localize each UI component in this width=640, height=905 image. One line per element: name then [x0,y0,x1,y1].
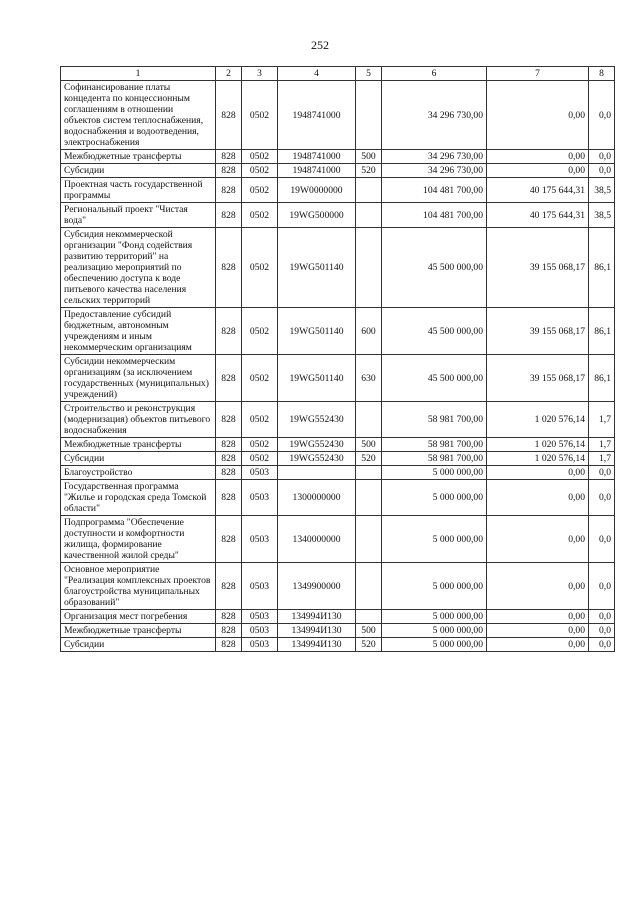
section-code-cell: 0502 [242,150,278,164]
section-code-cell: 0503 [242,480,278,516]
target-article-cell [278,466,356,480]
planned-amount-cell: 34 296 730,00 [382,150,487,164]
target-article-cell: 1948741000 [278,150,356,164]
expense-type-cell: 600 [356,308,382,355]
expense-type-cell: 500 [356,624,382,638]
execution-percent-cell: 1,7 [589,452,615,466]
expense-name-cell: Межбюджетные трансферты [61,150,216,164]
grbs-code-cell: 828 [216,452,242,466]
table-row [61,355,615,402]
expense-type-cell [356,563,382,610]
table-row [61,610,615,624]
target-article-cell: 19WG552430 [278,402,356,438]
grbs-code-cell: 828 [216,638,242,652]
expense-name-cell: Предоставление субсидий бюджетным, автономным учреждениям и иным некоммерческим организациям [61,308,216,355]
grbs-code-cell: 828 [216,164,242,178]
table-row [61,178,615,203]
column-header: 5 [356,67,382,81]
grbs-code-cell: 828 [216,228,242,308]
target-article-cell: 19W0000000 [278,178,356,203]
table-row [61,638,615,652]
grbs-code-cell: 828 [216,402,242,438]
table-row [61,150,615,164]
section-code-cell: 0502 [242,355,278,402]
execution-percent-cell: 0,0 [589,480,615,516]
expense-type-cell: 500 [356,150,382,164]
column-header: 6 [382,67,487,81]
executed-amount-cell: 0,00 [487,610,589,624]
execution-percent-cell: 1,7 [589,402,615,438]
planned-amount-cell: 5 000 000,00 [382,638,487,652]
section-code-cell: 0503 [242,516,278,563]
expense-name-cell: Региональный проект "Чистая вода" [61,203,216,228]
expense-name-cell: Субсидии [61,164,216,178]
execution-percent-cell: 86,1 [589,308,615,355]
expense-name-cell: Проектная часть государственной программы [61,178,216,203]
execution-percent-cell: 38,5 [589,203,615,228]
expense-name-cell: Государственная программа "Жилье и городская среда Томской области" [61,480,216,516]
section-code-cell: 0502 [242,178,278,203]
expense-type-cell [356,402,382,438]
execution-percent-cell: 0,0 [589,164,615,178]
planned-amount-cell: 5 000 000,00 [382,480,487,516]
planned-amount-cell: 34 296 730,00 [382,81,487,150]
expense-name-cell: Благоустройство [61,466,216,480]
planned-amount-cell: 5 000 000,00 [382,563,487,610]
budget-table [60,66,615,652]
expense-type-cell: 520 [356,452,382,466]
grbs-code-cell: 828 [216,563,242,610]
expense-name-cell: Межбюджетные трансферты [61,624,216,638]
executed-amount-cell: 1 020 576,14 [487,438,589,452]
planned-amount-cell: 104 481 700,00 [382,178,487,203]
target-article-cell: 19WG552430 [278,452,356,466]
execution-percent-cell: 86,1 [589,228,615,308]
execution-percent-cell: 0,0 [589,516,615,563]
grbs-code-cell: 828 [216,466,242,480]
expense-type-cell [356,178,382,203]
table-row [61,624,615,638]
executed-amount-cell: 0,00 [487,466,589,480]
target-article-cell: 1948741000 [278,81,356,150]
section-code-cell: 0502 [242,402,278,438]
executed-amount-cell: 39 155 068,17 [487,308,589,355]
grbs-code-cell: 828 [216,610,242,624]
expense-name-cell: Субсидия некоммерческой организации "Фонд содействия развитию территорий" на реализацию мероприятий по обеспечению доступа к воде питьевого качества населения сельских территорий [61,228,216,308]
expense-name-cell: Субсидии [61,638,216,652]
section-code-cell: 0503 [242,466,278,480]
table-row [61,228,615,308]
executed-amount-cell: 1 020 576,14 [487,402,589,438]
section-code-cell: 0502 [242,164,278,178]
table-row [61,466,615,480]
execution-percent-cell: 0,0 [589,81,615,150]
executed-amount-cell: 0,00 [487,164,589,178]
target-article-cell: 19WG501140 [278,355,356,402]
target-article-cell: 19WG501140 [278,308,356,355]
expense-name-cell: Субсидии [61,452,216,466]
expense-name-cell: Основное мероприятие "Реализация комплексных проектов благоустройства муниципальных образований" [61,563,216,610]
target-article-cell: 134994И130 [278,610,356,624]
expense-name-cell: Строительство и реконструкция (модернизация) объектов питьевого водоснабжения [61,402,216,438]
execution-percent-cell: 38,5 [589,178,615,203]
grbs-code-cell: 828 [216,203,242,228]
target-article-cell: 134994И130 [278,624,356,638]
table-row [61,480,615,516]
column-header: 4 [278,67,356,81]
target-article-cell: 1300000000 [278,480,356,516]
planned-amount-cell: 45 500 000,00 [382,355,487,402]
column-header: 2 [216,67,242,81]
table-header-row [61,67,615,81]
section-code-cell: 0502 [242,81,278,150]
execution-percent-cell: 0,0 [589,624,615,638]
expense-type-cell [356,516,382,563]
planned-amount-cell: 58 981 700,00 [382,402,487,438]
table-row [61,452,615,466]
executed-amount-cell: 39 155 068,17 [487,355,589,402]
target-article-cell: 1349900000 [278,563,356,610]
planned-amount-cell: 58 981 700,00 [382,452,487,466]
execution-percent-cell: 0,0 [589,150,615,164]
section-code-cell: 0502 [242,228,278,308]
grbs-code-cell: 828 [216,480,242,516]
section-code-cell: 0503 [242,638,278,652]
section-code-cell: 0502 [242,203,278,228]
table-row [61,516,615,563]
planned-amount-cell: 5 000 000,00 [382,624,487,638]
execution-percent-cell: 86,1 [589,355,615,402]
execution-percent-cell: 0,0 [589,563,615,610]
target-article-cell: 19WG501140 [278,228,356,308]
executed-amount-cell: 0,00 [487,563,589,610]
executed-amount-cell: 0,00 [487,638,589,652]
grbs-code-cell: 828 [216,438,242,452]
grbs-code-cell: 828 [216,516,242,563]
planned-amount-cell: 5 000 000,00 [382,516,487,563]
planned-amount-cell: 34 296 730,00 [382,164,487,178]
execution-percent-cell: 0,0 [589,610,615,624]
executed-amount-cell: 0,00 [487,480,589,516]
grbs-code-cell: 828 [216,178,242,203]
expense-name-cell: Межбюджетные трансферты [61,438,216,452]
section-code-cell: 0502 [242,308,278,355]
executed-amount-cell: 0,00 [487,81,589,150]
execution-percent-cell: 0,0 [589,466,615,480]
column-header: 7 [487,67,589,81]
target-article-cell: 1340000000 [278,516,356,563]
planned-amount-cell: 104 481 700,00 [382,203,487,228]
table-row [61,308,615,355]
table-row [61,164,615,178]
expense-type-cell: 520 [356,164,382,178]
grbs-code-cell: 828 [216,81,242,150]
expense-type-cell: 630 [356,355,382,402]
expense-type-cell: 520 [356,638,382,652]
expense-name-cell: Подпрограмма "Обеспечение доступности и комфортности жилища, формирование качественной жилой среды" [61,516,216,563]
table-row [61,203,615,228]
expense-type-cell [356,81,382,150]
target-article-cell: 19WG552430 [278,438,356,452]
column-header: 1 [61,67,216,81]
expense-type-cell [356,228,382,308]
target-article-cell: 19WG500000 [278,203,356,228]
expense-type-cell: 500 [356,438,382,452]
planned-amount-cell: 5 000 000,00 [382,466,487,480]
table-row [61,438,615,452]
expense-name-cell: Организация мест погребения [61,610,216,624]
expense-type-cell [356,610,382,624]
section-code-cell: 0502 [242,452,278,466]
expense-type-cell [356,203,382,228]
grbs-code-cell: 828 [216,624,242,638]
execution-percent-cell: 0,0 [589,638,615,652]
expense-name-cell: Софинансирование платы концедента по концессионным соглашениям в отношении объектов систем теплоснабжения, водоснабжения и водоотведения, электроснабжения [61,81,216,150]
section-code-cell: 0502 [242,438,278,452]
grbs-code-cell: 828 [216,355,242,402]
table-row [61,402,615,438]
planned-amount-cell: 5 000 000,00 [382,610,487,624]
section-code-cell: 0503 [242,610,278,624]
executed-amount-cell: 0,00 [487,516,589,563]
section-code-cell: 0503 [242,563,278,610]
executed-amount-cell: 40 175 644,31 [487,203,589,228]
executed-amount-cell: 0,00 [487,624,589,638]
expense-name-cell: Субсидии некоммерческим организациям (за исключением государственных (муниципальных) учреждений) [61,355,216,402]
planned-amount-cell: 58 981 700,00 [382,438,487,452]
target-article-cell: 134994И130 [278,638,356,652]
column-header: 8 [589,67,615,81]
column-header: 3 [242,67,278,81]
executed-amount-cell: 1 020 576,14 [487,452,589,466]
executed-amount-cell: 0,00 [487,150,589,164]
planned-amount-cell: 45 500 000,00 [382,308,487,355]
grbs-code-cell: 828 [216,308,242,355]
planned-amount-cell: 45 500 000,00 [382,228,487,308]
page-number: 252 [311,38,329,52]
expense-type-cell [356,466,382,480]
grbs-code-cell: 828 [216,150,242,164]
table-body [61,81,615,652]
execution-percent-cell: 1,7 [589,438,615,452]
executed-amount-cell: 39 155 068,17 [487,228,589,308]
table-row [61,563,615,610]
executed-amount-cell: 40 175 644,31 [487,178,589,203]
expense-type-cell [356,480,382,516]
target-article-cell: 1948741000 [278,164,356,178]
table-row [61,81,615,150]
section-code-cell: 0503 [242,624,278,638]
